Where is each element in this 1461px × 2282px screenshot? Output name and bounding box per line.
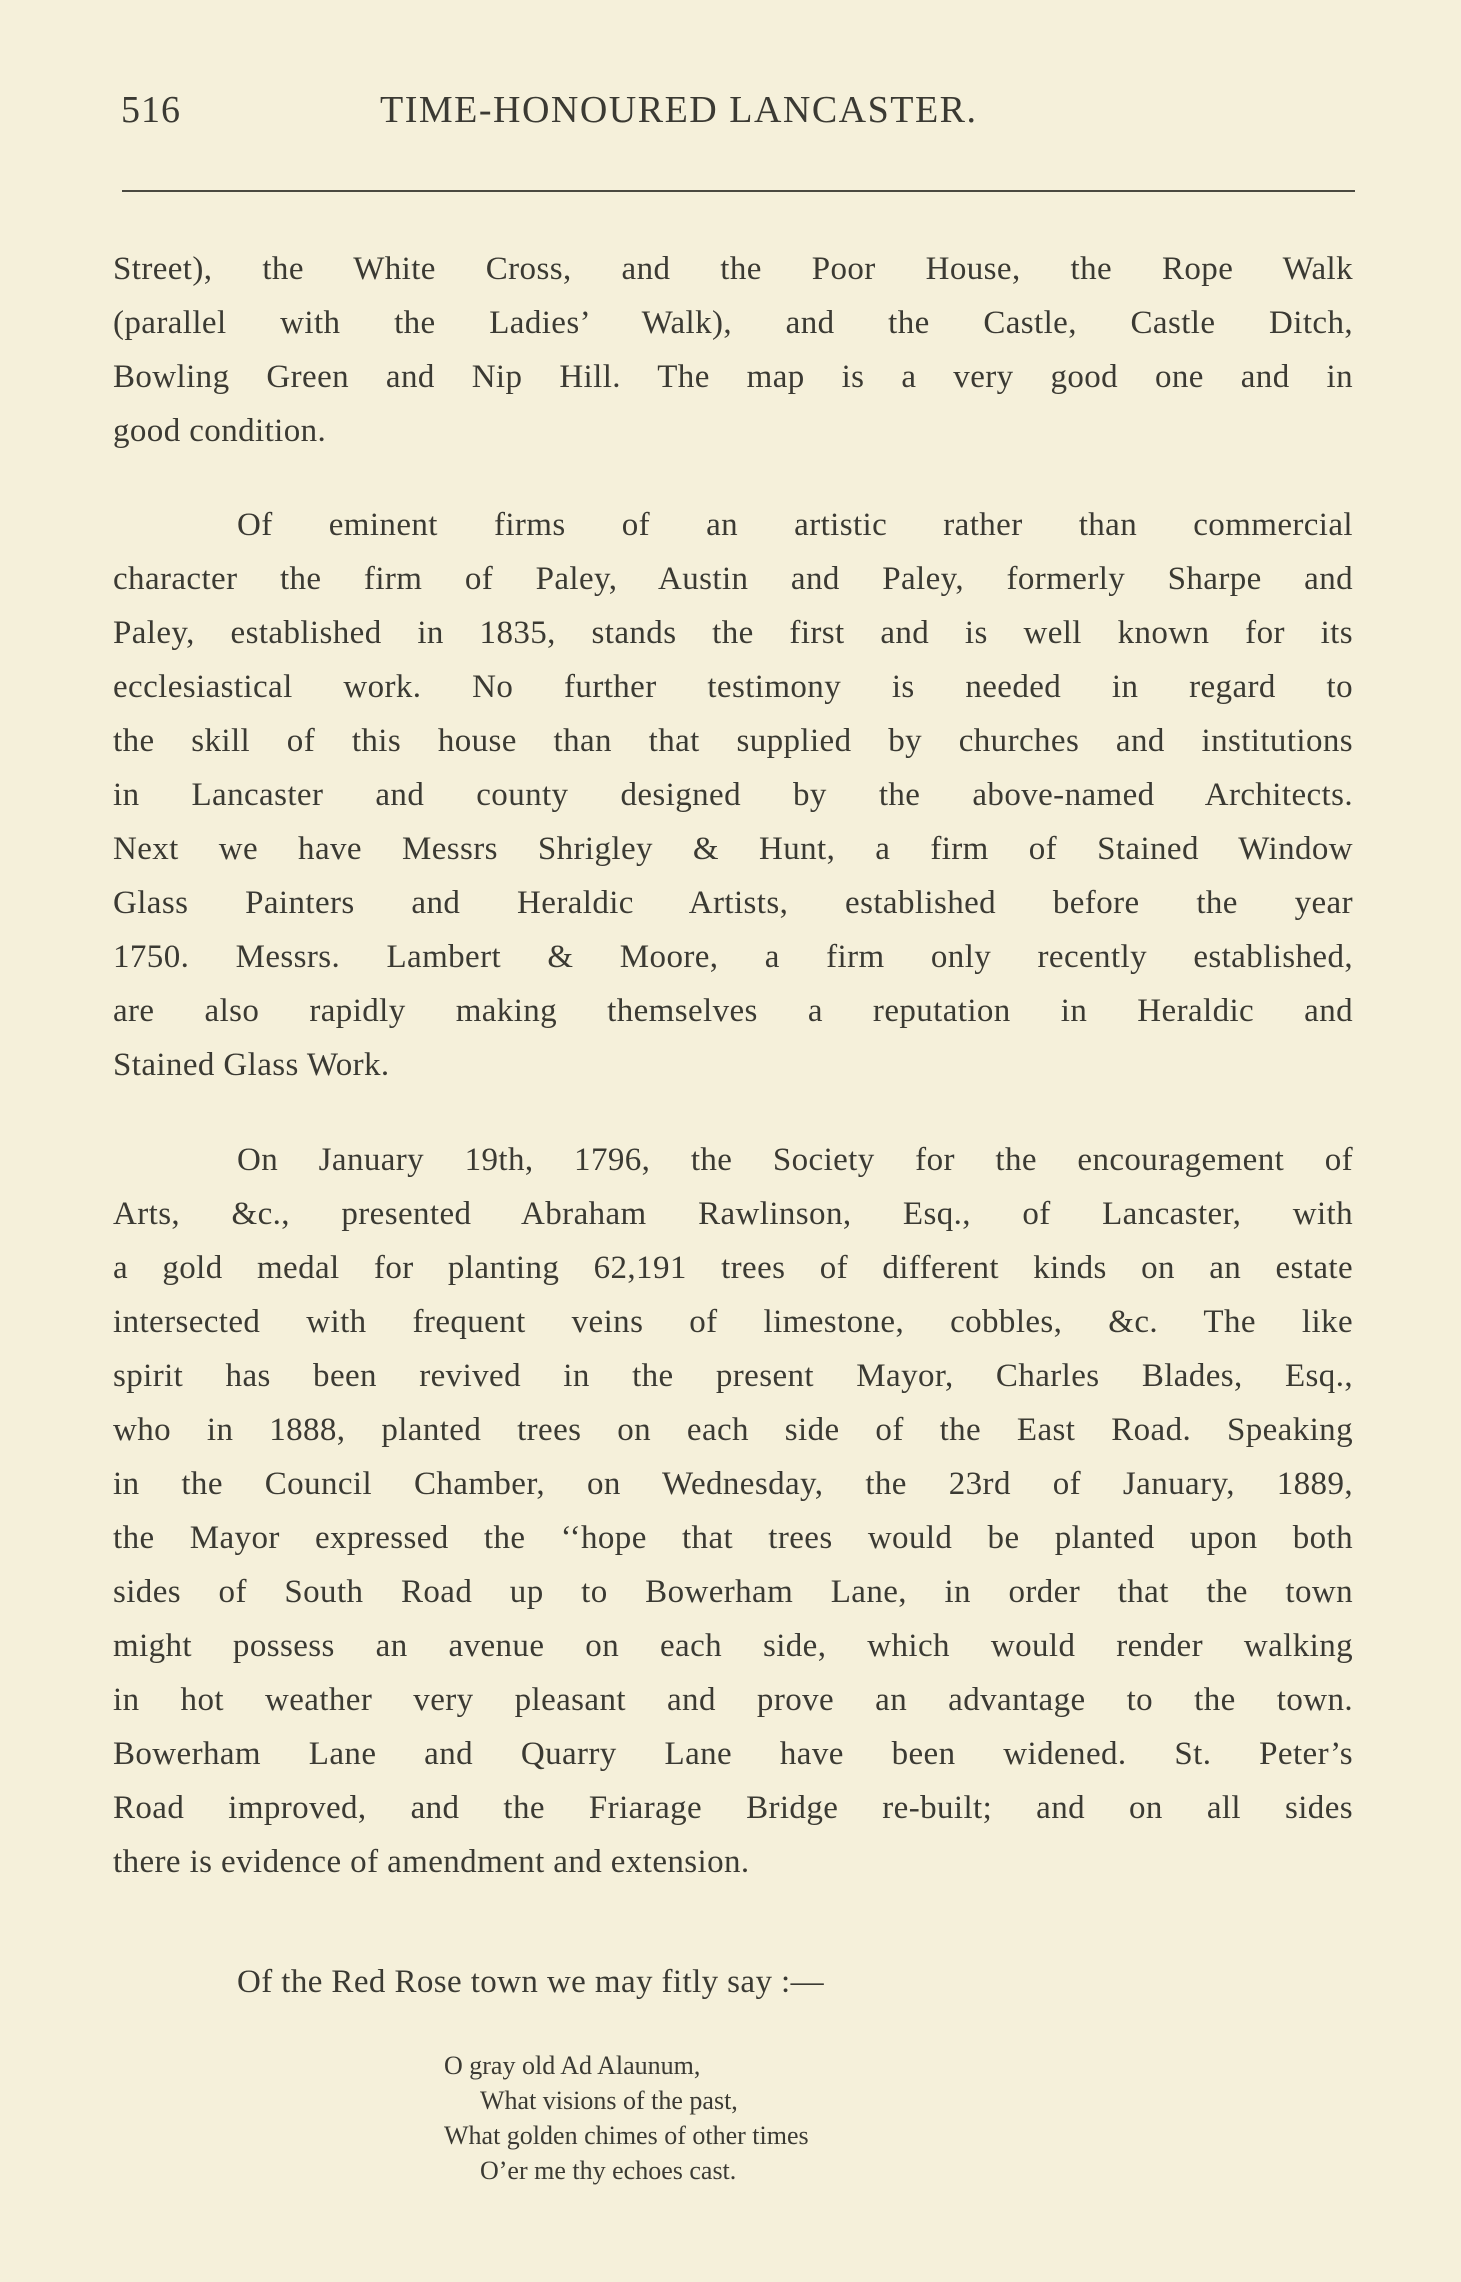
running-head: TIME-HONOURED LANCASTER. bbox=[380, 89, 978, 131]
text-line: who in 1888, planted trees on each side of the East Road. Speaking bbox=[113, 1412, 1353, 1448]
paragraph bbox=[113, 242, 1353, 458]
text-line: are also rapidly making themselves a reputation in Heraldic and bbox=[113, 993, 1353, 1029]
poem-line: What golden chimes of other times bbox=[444, 2121, 809, 2150]
paragraph bbox=[113, 498, 1353, 1092]
text-line: in the Council Chamber, on Wednesday, the 23rd of January, 1889, bbox=[113, 1466, 1353, 1502]
text-line: sides of South Road up to Bowerham Lane, in order that the town bbox=[113, 1574, 1353, 1610]
text-line: intersected with frequent veins of limestone, cobbles, &c. The like bbox=[113, 1304, 1353, 1340]
text-line: Next we have Messrs Shrigley & Hunt, a firm of Stained Window bbox=[113, 831, 1353, 867]
text-line: character the firm of Paley, Austin and Paley, formerly Sharpe and bbox=[113, 561, 1353, 597]
text-line: ecclesiastical work. No further testimony is needed in regard to bbox=[113, 669, 1353, 705]
text-line: Bowerham Lane and Quarry Lane have been widened. St. Peter’s bbox=[113, 1736, 1353, 1772]
poem-line: O’er me thy echoes cast. bbox=[480, 2156, 737, 2185]
poem-intro: Of the Red Rose town we may fitly say :— bbox=[237, 1964, 824, 2000]
text-line: a gold medal for planting 62,191 trees of different kinds on an estate bbox=[113, 1250, 1353, 1286]
text-line: spirit has been revived in the present Mayor, Charles Blades, Esq., bbox=[113, 1358, 1353, 1394]
text-line: Bowling Green and Nip Hill. The map is a very good one and in bbox=[113, 359, 1353, 395]
text-line: Stained Glass Work. bbox=[113, 1047, 390, 1083]
text-line: Of eminent firms of an artistic rather than commercial bbox=[237, 507, 1353, 543]
text-line: in hot weather very pleasant and prove an advantage to the town. bbox=[113, 1682, 1353, 1718]
header-rule bbox=[122, 190, 1355, 192]
poem-stanza bbox=[444, 2048, 809, 2188]
text-line: Arts, &c., presented Abraham Rawlinson, Esq., of Lancaster, with bbox=[113, 1196, 1353, 1232]
text-line: 1750. Messrs. Lambert & Moore, a firm only recently established, bbox=[113, 939, 1353, 975]
text-line: Paley, established in 1835, stands the first and is well known for its bbox=[113, 615, 1353, 651]
poem-line: What visions of the past, bbox=[480, 2086, 738, 2115]
text-line: in Lancaster and county designed by the above-named Architects. bbox=[113, 777, 1353, 813]
text-line: Road improved, and the Friarage Bridge re-built; and on all sides bbox=[113, 1790, 1353, 1826]
text-line: Glass Painters and Heraldic Artists, established before the year bbox=[113, 885, 1353, 921]
text-line: the Mayor expressed the ‘‘hope that trees would be planted upon both bbox=[113, 1520, 1353, 1556]
page-number: 516 bbox=[121, 89, 181, 131]
text-line: Street), the White Cross, and the Poor House, the Rope Walk bbox=[113, 251, 1353, 287]
text-line: there is evidence of amendment and extension. bbox=[113, 1844, 750, 1880]
text-line: On January 19th, 1796, the Society for the encouragement of bbox=[237, 1142, 1353, 1178]
text-line: the skill of this house than that supplied by churches and institutions bbox=[113, 723, 1353, 759]
text-line: (parallel with the Ladies’ Walk), and the Castle, Castle Ditch, bbox=[113, 305, 1353, 341]
paragraph bbox=[113, 1133, 1353, 1889]
poem-line: O gray old Ad Alaunum, bbox=[444, 2051, 701, 2080]
text-line: good condition. bbox=[113, 413, 327, 449]
text-line: might possess an avenue on each side, which would render walking bbox=[113, 1628, 1353, 1664]
